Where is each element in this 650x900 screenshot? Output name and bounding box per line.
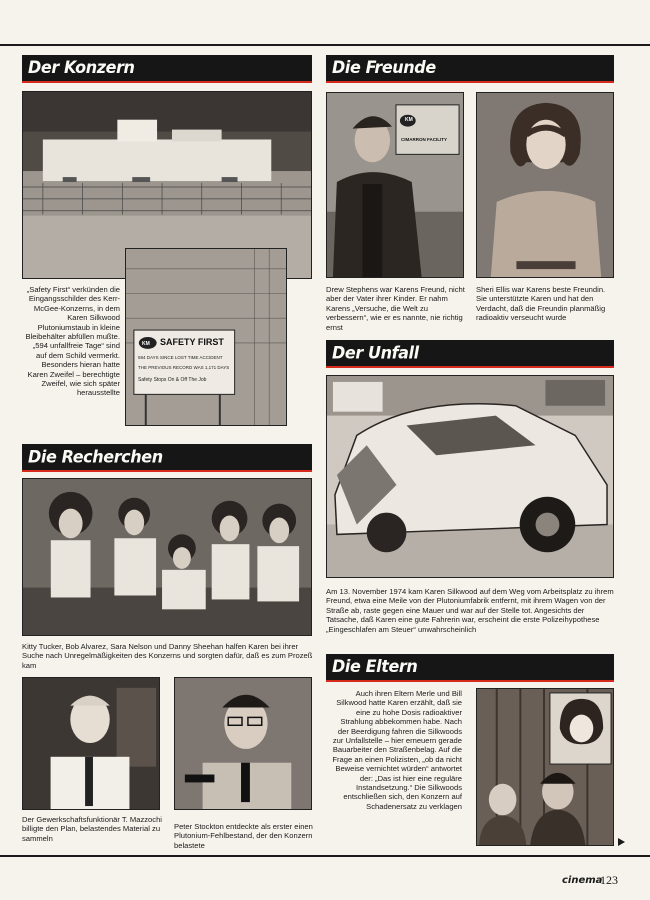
section-heading-konzern: Der Konzern	[22, 55, 312, 83]
top-rule	[0, 44, 650, 46]
bottom-rule	[0, 855, 650, 857]
section-heading-recherchen: Die Recherchen	[22, 444, 312, 472]
section-heading-unfall: Der Unfall	[326, 340, 614, 368]
crashed-car-photo	[326, 375, 614, 578]
freunde-sign-logo: KM	[405, 117, 413, 123]
drew-stephens-photo	[326, 92, 464, 278]
section-heading-eltern: Die Eltern	[326, 654, 614, 682]
eltern-caption: Auch ihren Eltern Merle und Bill Silkwood hatte Karen erzählt, daß sie eine zu hohe Dosis radioaktiver Strahlung abbekommen habe. Nach der Beerdigung fahren die Silkwoods zur Unfallstelle – hier erneuern gerade Bauarbeiter den Straßenbelag. Auf die Frage an einen Polizisten, „ob da nicht Beweise vernichtet würden“ antwortet der: „Das ist hier eine reguläre Instandsetzung.“ Die Silkwoods entschließen sich, den Konzern auf Schadenersatz zu verklagen	[332, 689, 462, 811]
recherchen-caption: Kitty Tucker, Bob Alvarez, Sara Nelson und Danny Sheehan halfen Karen bei ihrer Suche nach Unregelmäßigkeiten des Konzerns und sorgten dafür, daß es zum Prozeß kam	[22, 642, 313, 670]
freunde-sign-text: CIMARRON FACILITY	[401, 137, 447, 142]
sign-logo: KM	[142, 341, 150, 347]
stockton-photo	[174, 677, 312, 810]
team-photo	[22, 478, 312, 636]
sheri-ellis-caption: Sheri Ellis war Karens beste Freundin. Sie unterstützte Karen und hat den Verdacht, daß die Freundin planmäßig radioaktiv verseucht wurde	[476, 285, 606, 323]
mazzochi-photo	[22, 677, 160, 810]
parents-photo	[476, 688, 614, 846]
page-number: 123	[600, 873, 618, 887]
sign-line-2: THE PREVIOUS RECORD WAS 1,171 DAYS	[138, 365, 230, 370]
magazine-logo: cinema	[562, 875, 603, 886]
section-heading-freunde: Die Freunde	[326, 55, 614, 83]
sign-line-3: Safety Stops On & Off The Job	[138, 377, 207, 383]
sheri-ellis-photo	[476, 92, 614, 278]
drew-stephens-caption: Drew Stephens war Karens Freund, nicht aber der Vater ihrer Kinder. Er nahm Karens „Versuche, die Welt zu verbessern“, wie er es nannte, nie richtig ernst	[326, 285, 465, 332]
sign-title: SAFETY FIRST	[160, 337, 224, 347]
stockton-caption: Peter Stockton entdeckte als erster einen Plutonium-Fehlbestand, der den Konzern belastete	[174, 822, 313, 850]
safety-sign-photo	[125, 248, 287, 426]
konzern-caption: „Safety First“ verkünden die Eingangsschilder des Kerr-McGee-Konzerns, in dem Karen Silkwood Plutoniumstaub in kleine Bleibehälter abfüllen mußte. „594 unfallfreie Tage“ sind auf dem Schild vermerkt. Besonders hieran hatte Karen Zweifel – berechtigte Zweifel, wie sich später herausstellte	[25, 285, 120, 398]
unfall-caption: Am 13. November 1974 kam Karen Silkwood auf dem Weg vom Arbeitsplatz zu ihrem Freund, etwa eine Meile von der Plutoniumfabrik entfernt, mit ihrem Wagen von der Straße ab, raste gegen eine Mauer und war auf der Stelle tot. Angesichts der Tatsache, daß Karen eine gute Fahrerin war, erscheint die erste Polizeihypothese „Eingeschlafen am Steuer“ unwahrscheinlich	[326, 587, 614, 634]
sign-line-1: 594 DAYS SINCE LOST TIME ACCIDENT	[138, 355, 223, 360]
mazzochi-caption: Der Gewerkschaftsfunktionär T. Mazzochi billigte den Plan, belastendes Material zu sammeln	[22, 815, 162, 843]
continue-arrow-icon	[618, 838, 625, 846]
